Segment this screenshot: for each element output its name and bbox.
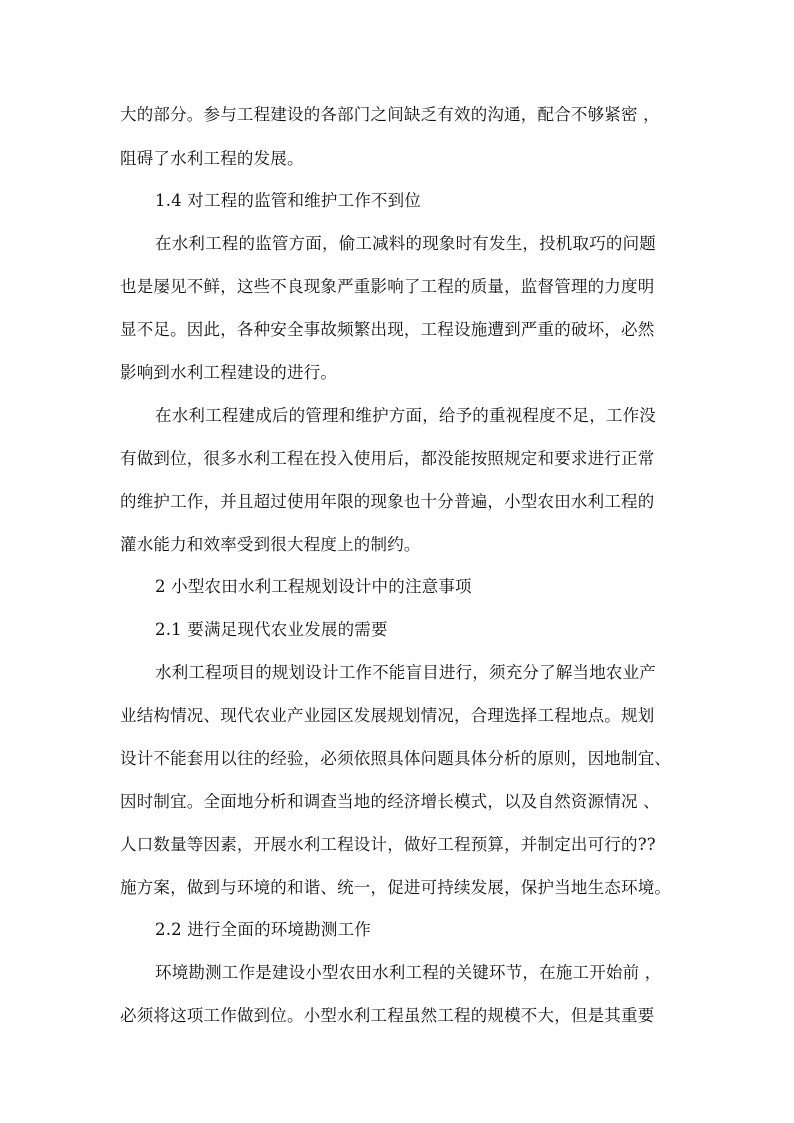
paragraph-line: 的维护工作，并且超过使用年限的现象也十分普遍，小型农田水利工程的: [120, 492, 655, 511]
paragraph-line: 在水利工程建成后的管理和维护方面，给予的重视程度不足，工作没: [155, 406, 656, 425]
paragraph-line: 人口数量等因素，开展水利工程设计，做好工程预算，并制定出可行的??: [120, 835, 656, 854]
paragraph-line: 也是屡见不鲜，这些不良现象严重影响了工程的质量，监督管理的力度明: [120, 277, 655, 296]
section-heading-2: 2 小型农田水利工程规划设计中的注意事项: [155, 577, 472, 596]
paragraph-line: 灌水能力和效率受到很大程度上的制约。: [120, 535, 421, 554]
paragraph-line: 大的部分。参与工程建设的各部门之间缺乏有效的沟通，配合不够紧密 ，: [120, 105, 660, 124]
section-heading-1-4: 1.4 对工程的监管和维护工作不到位: [155, 191, 422, 210]
paragraph-line: 在水利工程的监管方面，偷工减料的现象时有发生，投机取巧的问题: [155, 234, 656, 253]
paragraph-line: 水利工程项目的规划设计工作不能盲目进行，须充分了解当地农业产: [155, 663, 656, 682]
paragraph-line: 业结构情况、现代农业产业园区发展规划情况，合理选择工程地点。规划: [120, 706, 655, 725]
paragraph-line: 环境勘测工作是建设小型农田水利工程的关键环节，在施工开始前 ，: [155, 963, 662, 982]
paragraph-line: 影响到水利工程建设的进行。: [120, 363, 338, 382]
section-heading-2-1: 2.1 要满足现代农业发展的需要: [155, 620, 388, 639]
paragraph-line: 显不足。因此，各种安全事故频繁出现，工程设施遭到严重的破坏，必然: [120, 320, 655, 339]
paragraph-line: 有做到位，很多水利工程在投入使用后，都没能按照规定和要求进行正常: [120, 449, 655, 468]
section-heading-2-2: 2.2 进行全面的环境勘测工作: [155, 920, 371, 939]
paragraph-line: 阻碍了水利工程的发展。: [120, 149, 304, 168]
paragraph-line: 施方案，做到与环境的和谐、统一，促进可持续发展，保护当地生态环境。: [120, 878, 672, 897]
paragraph-line: 必须将这项工作做到位。小型水利工程虽然工程的规模不大，但是其重要: [120, 1006, 655, 1025]
paragraph-line: 设计不能套用以往的经验，必须依照具体问题具体分析的原则，因地制宜、: [120, 749, 672, 768]
paragraph-line: 因时制宜。全面地分析和调查当地的经济增长模式，以及自然资源情况 、: [120, 792, 660, 811]
